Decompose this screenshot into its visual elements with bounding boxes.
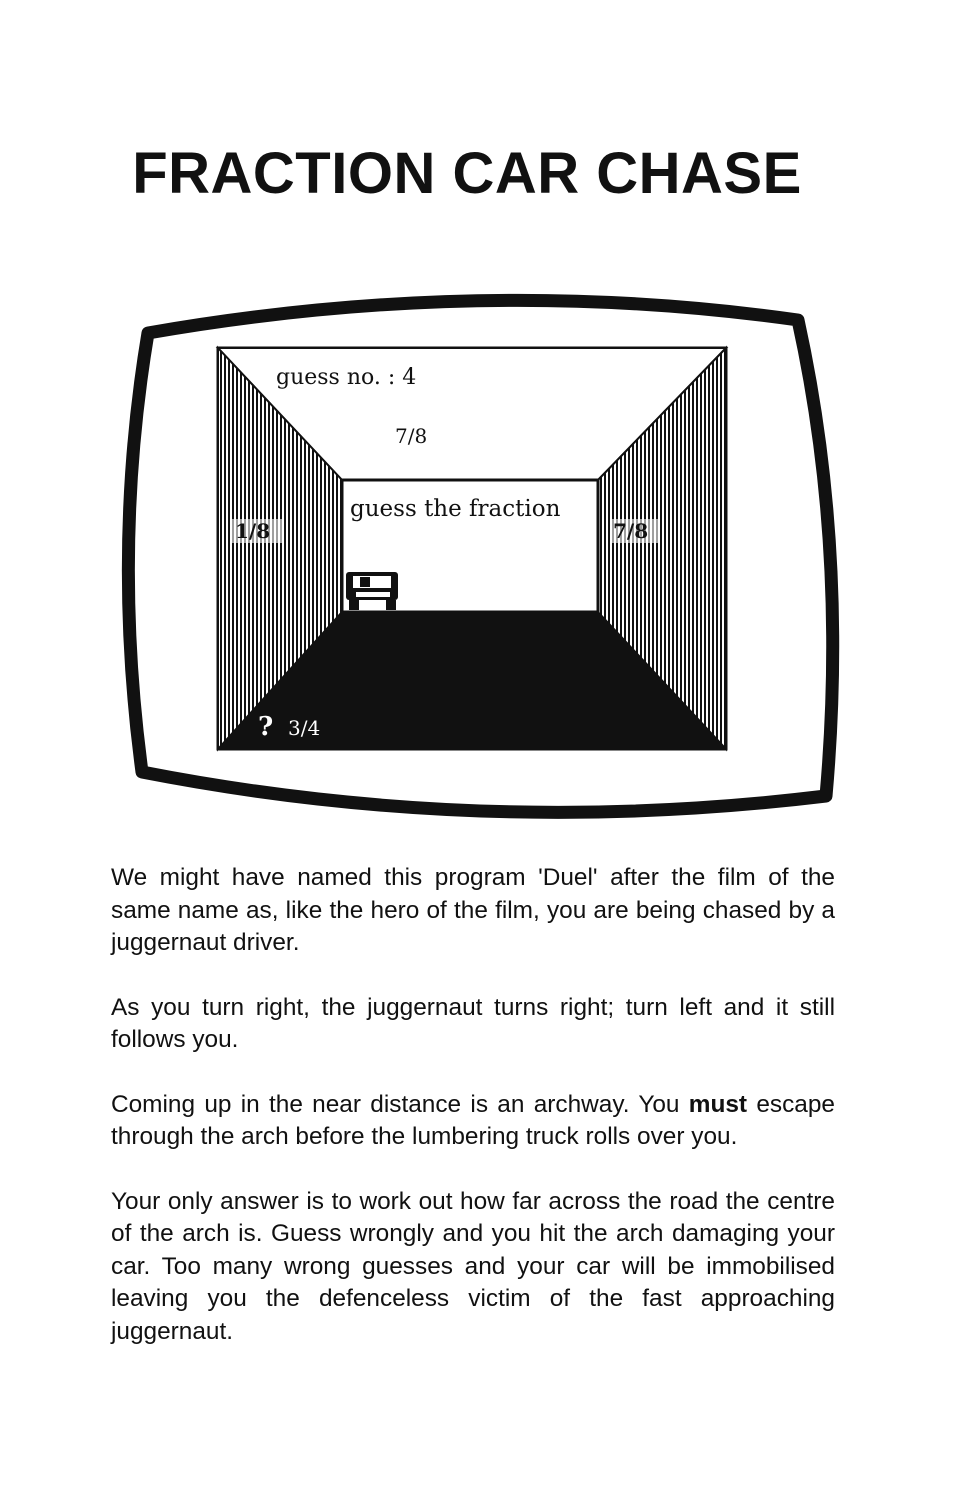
paragraph-2: As you turn right, the juggernaut turns right; turn left and it still follows you.: [111, 993, 835, 1053]
paragraph-3: [111, 1089, 835, 1154]
description-text: [111, 862, 835, 1380]
input-value: 3/4: [288, 716, 321, 740]
guess-number-label: guess no. : 4: [276, 365, 417, 390]
left-wall-fraction: 1/8: [235, 519, 271, 543]
page-title: FRACTION CAR CHASE: [132, 141, 802, 206]
right-wall-fraction: 7/8: [613, 519, 649, 543]
paragraph-3-end: escape through the arch before the lumbering truck rolls over you.: [111, 1090, 835, 1150]
paragraph-3-start: Coming up in the near distance is an archway. You: [111, 1090, 689, 1118]
paragraph-3-emphasis: must: [688, 1090, 748, 1118]
paragraph-4: Your only answer is to work out how far across the road the centre of the arch is. Guess wrongly and you hit the arch damaging your car. Too many wrong guesses and your car will be immobilised leaving you the defenceless victim of the fast approaching juggernaut.: [111, 1187, 835, 1345]
input-marker: ?: [258, 712, 274, 742]
prompt-text: guess the fraction: [350, 496, 561, 522]
target-fraction: 7/8: [395, 424, 428, 448]
paragraph-1: We might have named this program 'Duel' after the film of the same name as, like the hero of the film, you are being chased by a juggernaut driver.: [111, 864, 835, 956]
